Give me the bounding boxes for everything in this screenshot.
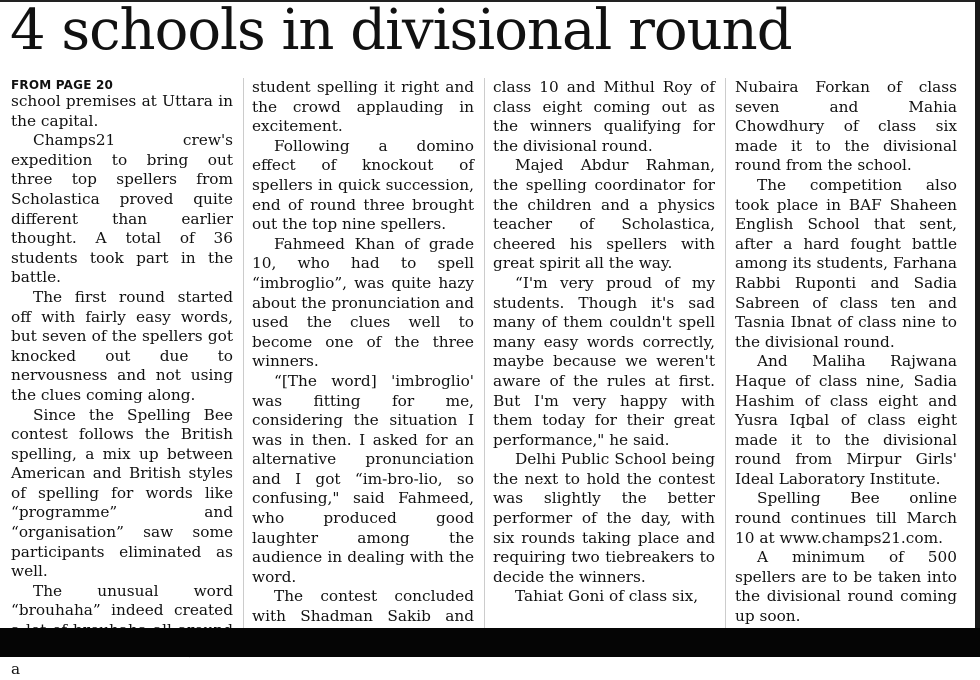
paragraph: Delhi Public School being the next to hold the contest was slightly the better performer of the day, with six rounds taking place and requiring two tiebreakers to decide the winners. (493, 450, 715, 586)
article-headline: 4 schools in divisional round (10, 0, 792, 63)
paragraph: class 10 and Mithul Roy of class eight coming out as the winners qualifying for the divisional round. (493, 78, 715, 155)
paragraph: The competition also took place in BAF Shaheen English School that sent, after a hard fought battle among its students, Farhana Rabbi Ruponti and Sadia Sabreen of class ten and Tasnia Ibnat of class nine to the divisional round. (735, 175, 957, 351)
paragraph: Spelling Bee online round continues till March 10 at www.champs21.com. (735, 489, 957, 547)
article-column-2 (252, 78, 474, 646)
article-column-4 (735, 78, 957, 627)
paragraph: Nubaira Forkan of class seven and Mahia Chowdhury of class six made it to the divisional round from the school. (735, 78, 957, 175)
paragraph: A minimum of 500 spellers are to be taken into the divisional round coming up soon. (735, 548, 957, 626)
paragraph: Majed Abdur Rahman, the spelling coordinator for the children and a physics teacher of Scholastica, cheered his spellers with great spirit all the way. (493, 156, 715, 273)
paragraph: “[The word] 'imbroglio' was fitting for me, considering the situation I was in then. I asked for an alternative pronunciation and I got “im-bro-lio, so confusing," said Fahmeed, who produced good laughter among the audience in dealing with the word. (252, 371, 474, 586)
paragraph: Tahiat Goni of class six, (515, 587, 699, 606)
paragraph: And Maliha Rajwana Haque of class nine, Sadia Hashim of class eight and Yusra Iqbal of class eight made it to the divisional round from Mirpur Girls' Ideal Laboratory Institute. (735, 352, 957, 488)
column-divider (243, 78, 244, 628)
paragraph: Fahmeed Khan of grade 10, who had to spell “imbroglio”, was quite hazy about the pronunciation and used the clues well to become one of the three winners. (252, 234, 474, 371)
paragraph: The contest concluded with Shadman Sakib and (252, 587, 474, 626)
paragraph: Champs21 crew's expedition to bring out three top spellers from Scholastica proved quite different than earlier thought. A total of 36 students took part in the battle. (11, 131, 233, 287)
paragraph: The unusual word “brouhaha” indeed created a (11, 581, 233, 679)
scan-edge-bottom (0, 628, 980, 657)
paragraph: “I'm very proud of my students. Though it's sad many of them couldn't spell many easy words correctly, maybe because we weren't aware of the rules at first. But I'm very happy with them today for their great performance," he said. (493, 273, 715, 449)
column-divider (484, 78, 485, 628)
column-divider (725, 78, 726, 628)
paragraph: Since the Spelling Bee contest follows the British spelling, a mix up between American and British styles of spelling for words like “programme” and “organisation” saw some participants eliminated as well. (11, 405, 233, 581)
continuation-kicker: FROM PAGE 20 (11, 78, 114, 92)
paragraph: school premises at Uttara in the capital. (11, 92, 233, 130)
article-column-1 (11, 78, 233, 680)
paragraph: The first round started off with fairly easy words, but seven of the spellers got knocked out due to nervousness and not using the clues coming along. (11, 287, 233, 404)
article-column-3 (493, 78, 715, 607)
paragraph: Following a domino effect of knockout of spellers in quick succession, end of round three brought out the top nine spellers. (252, 136, 474, 234)
scan-edge-right (975, 0, 980, 657)
paragraph: student spelling it right and the crowd applauding in excitement. (252, 78, 474, 136)
